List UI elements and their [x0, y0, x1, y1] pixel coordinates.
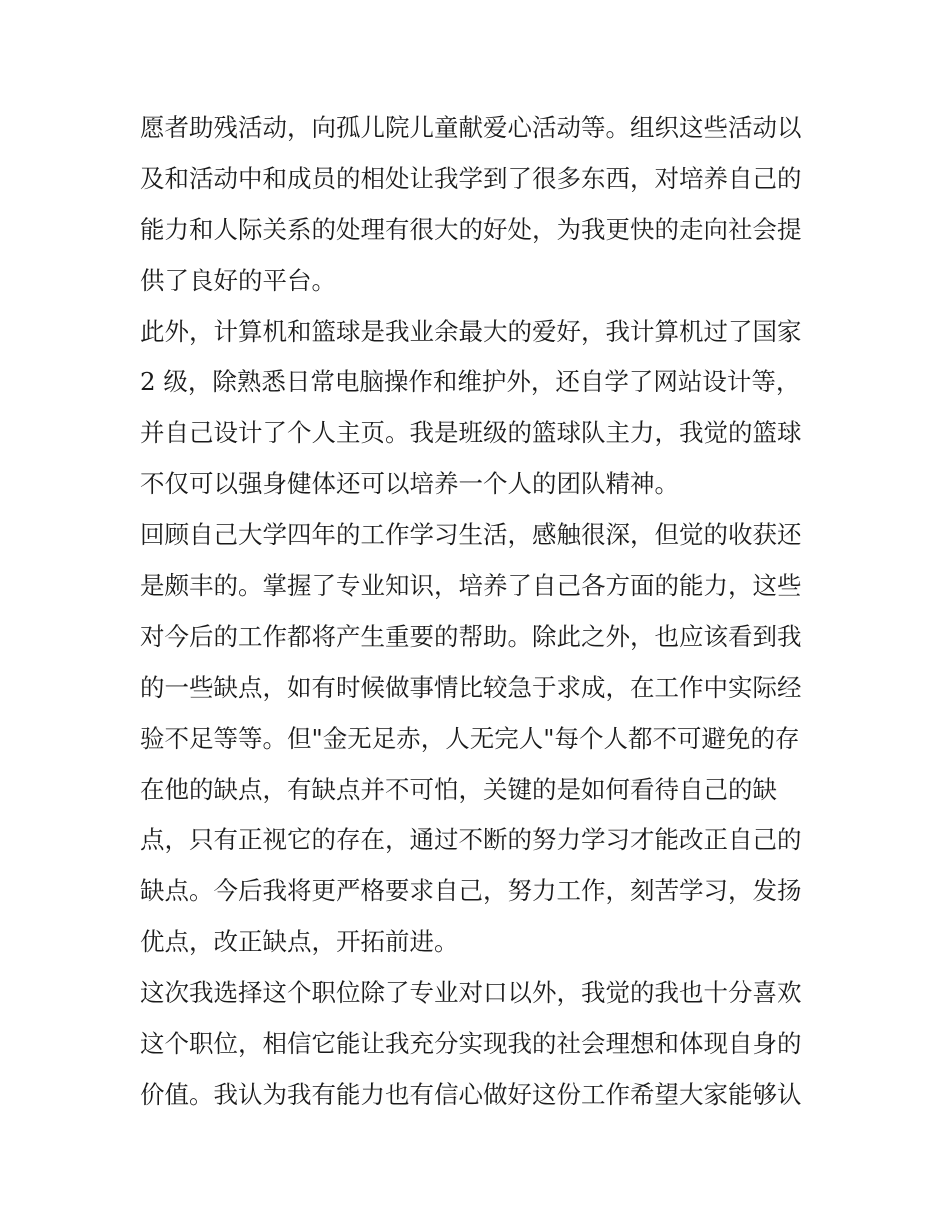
- text-line: 点，只有正视它的存在，通过不断的努力学习才能改正自己的: [140, 825, 802, 855]
- text-line: 的一些缺点，如有时候做事情比较急于求成，在工作中实际经: [140, 672, 802, 702]
- text-line: 不仅可以强身健体还可以培养一个人的团队精神。: [140, 469, 679, 499]
- text-line: 及和活动中和成员的相处让我学到了很多东西，对培养自己的: [140, 163, 802, 193]
- text-line: 这个职位，相信它能让我充分实现我的社会理想和体现自身的: [140, 1029, 802, 1059]
- text-line: 愿者助残活动，向孤儿院儿童献爱心活动等。组织这些活动以: [140, 113, 802, 142]
- text-line: 2 级，除熟悉日常电脑操作和维护外，还自学了网站设计等，: [140, 367, 801, 397]
- text-line: 并自己设计了个人主页。我是班级的篮球队主力，我觉的篮球: [140, 418, 802, 448]
- text-line: 是颇丰的。掌握了专业知识，培养了自己各方面的能力，这些: [140, 571, 802, 601]
- text-line: 验不足等等。但"金无足赤，人无完人"每个人都不可避免的存: [140, 723, 800, 753]
- text-line: 能力和人际关系的处理有很大的好处，为我更快的走向社会提: [140, 214, 802, 244]
- body-text: [140, 103, 820, 1121]
- text-line: 缺点。今后我将更严格要求自己，努力工作，刻苦学习，发扬: [140, 876, 802, 906]
- text-line: 回顾自己大学四年的工作学习生活，感触很深，但觉的收获还: [140, 520, 802, 550]
- text-line: 这次我选择这个职位除了专业对口以外，我觉的我也十分喜欢: [140, 978, 802, 1008]
- text-line: 此外，计算机和篮球是我业余最大的爱好，我计算机过了国家: [140, 316, 802, 346]
- text-line: 在他的缺点，有缺点并不可怕，关键的是如何看待自己的缺: [140, 774, 777, 804]
- text-line: 优点，改正缺点，开拓前进。: [140, 927, 459, 957]
- text-line: 供了良好的平台。: [140, 265, 336, 295]
- text-line: 价值。我认为我有能力也有信心做好这份工作希望大家能够认: [140, 1079, 802, 1109]
- text-line: 对今后的工作都将产生重要的帮助。除此之外，也应该看到我: [140, 621, 802, 651]
